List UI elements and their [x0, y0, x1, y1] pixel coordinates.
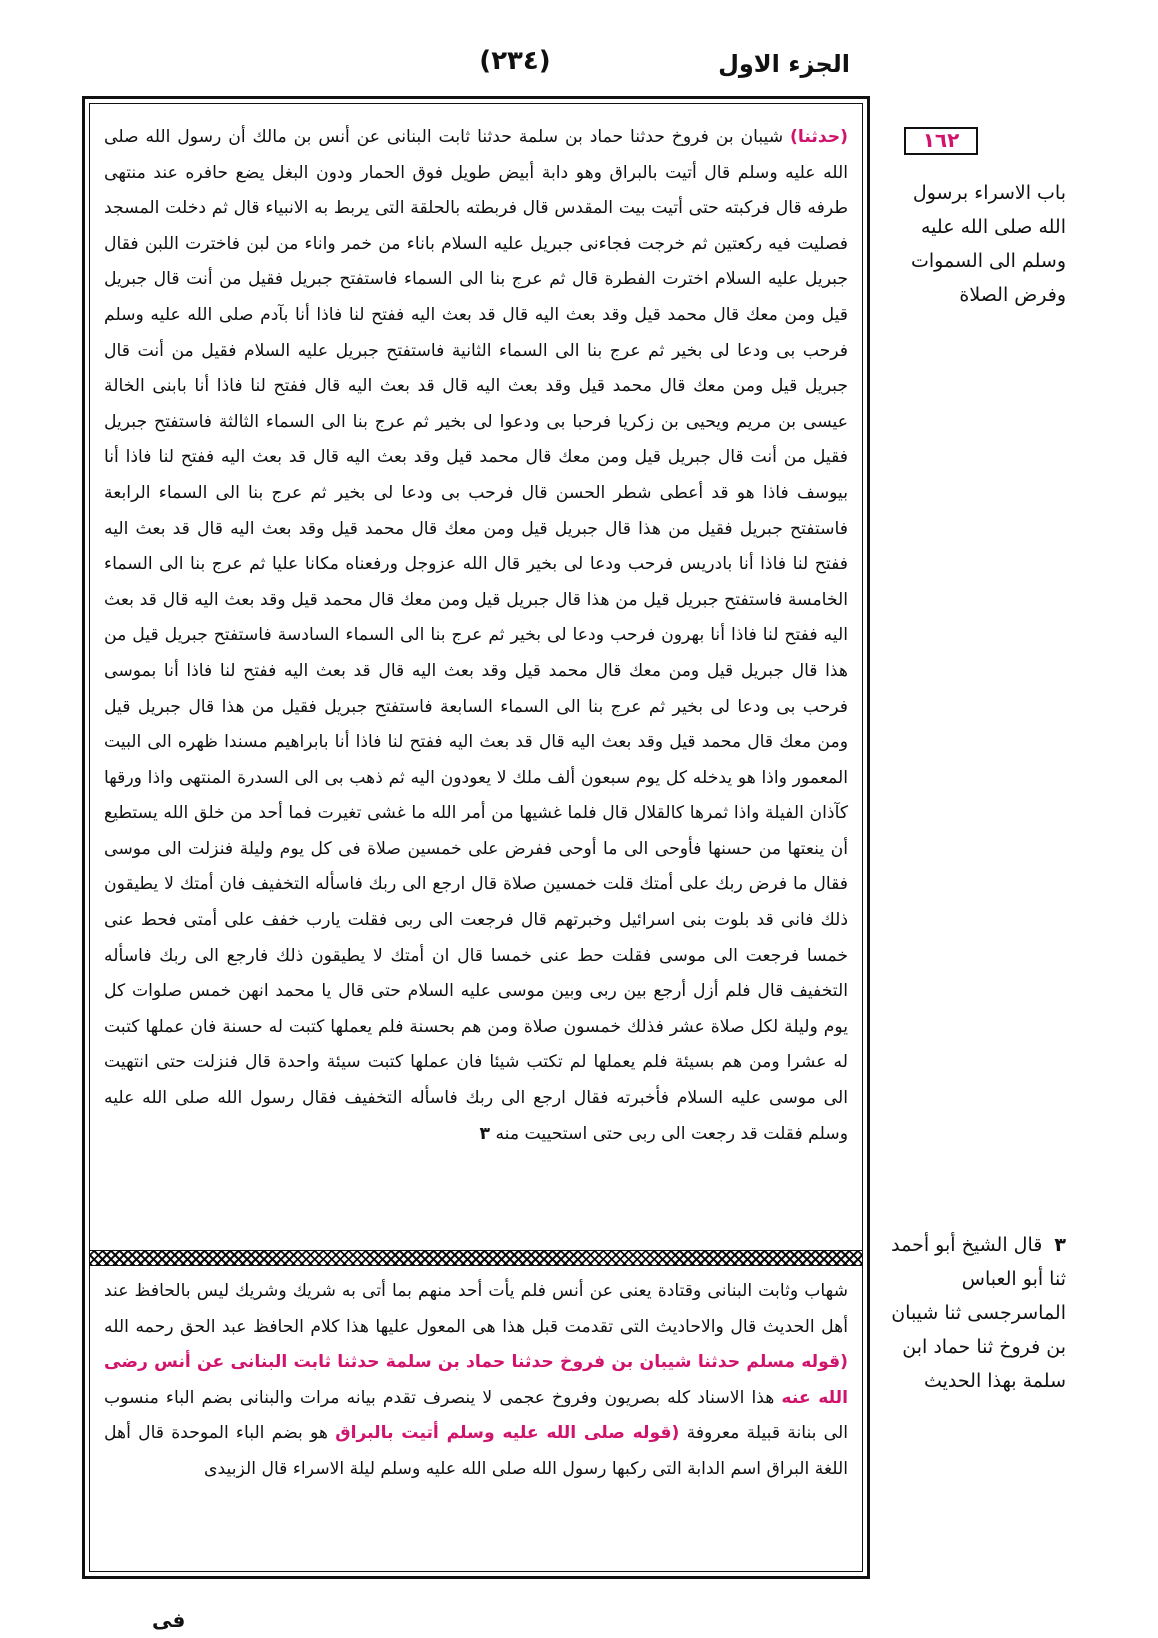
- margin-note: [880, 1228, 1066, 1398]
- ornamental-divider: [90, 1250, 862, 1266]
- margin-note-text: قال الشيخ أبو أحمد ثنا أبو العباس الماسرجسى ثنا شيبان بن فروخ ثنا حماد ابن سلمة بهذا الحديث: [891, 1234, 1066, 1392]
- hadith-end-marker: ٣: [479, 1123, 490, 1144]
- commentary-quote-2: (قوله صلى الله عليه وسلم أتيت بالبراق: [335, 1423, 680, 1444]
- commentary-part-3: هو بضم الباء الموحدة قال أهل اللغة البراق اسم الدابة التى ركبها رسول الله صلى الله عليه وسلم ليلة الاسراء قال الزبيدى: [104, 1423, 848, 1479]
- hadith-lead: (حدثنا): [790, 127, 848, 147]
- commentary-part-1: شهاب وثابت البنانى وقتادة يعنى عن أنس فلم يأت أحد منهم بما أتى به شريك وشريك ليس بالحافظ عند أهل الحديث قال والاحاديث التى تقدمت قبل هذا هى المعول عليها هذا كلام الحافظ عبد الحق رحمه الله: [104, 1281, 848, 1337]
- volume-heading: الجزء الاول: [718, 50, 850, 78]
- commentary-part-2: هذا الاسناد كله بصريون وفروخ عجمى لا ينصرف تقدم بيانه مرات والبنانى بضم الباء منسوب الى بنانة قبيلة معروفة: [104, 1387, 849, 1444]
- hadith-body: شيبان بن فروخ حدثنا حماد بن سلمة حدثنا ثابت البنانى عن أنس بن مالك أن رسول الله صلى الله عليه وسلم قال أتيت بالبراق وهو دابة أبيض طويل فوق الحمار ودون البغل يضع حافره عند منتهى طرفه قال فركبته حتى أتيت بيت المقدس قال فربطته بالحلقة التى يربط به الانبياء قال ثم دخلت المسجد فصليت فيه ركعتين ثم خرجت فجاءنى جبريل عليه السلام باناء من خمر واناء من لبن فاخترت اللبن فقال جبريل عليه السلام اخترت الفطرة قال ثم عرج بنا الى السماء فاستفتح جبريل فقيل من أنت قال جبريل قيل ومن معك قال محمد قيل وقد بعث اليه قال قد بعث اليه ففتح لنا فاذا أنا بآدم صلى الله عليه وسلم فرحب بى ودعا لى بخير ثم عرج بنا الى السماء الثانية فاستفتح جبريل عليه السلام فقيل من أنت قال جبريل قيل ومن معك قال محمد قيل وقد بعث اليه قال قد بعث اليه قال ففتح لنا فاذا أنا بابنى الخالة عيسى بن مريم ويحيى بن زكريا فرحبا بى ودعوا لى بخير ثم عرج بنا الى السماء الثالثة فاستفتح جبريل فقيل من أنت قال جبريل قيل ومن معك قال محمد قيل وقد بعث اليه قال قد بعث اليه ففتح لنا فاذا أنا بيوسف فاذا هو قد أعطى شطر الحسن قال فرحب بى ودعا لى بخير ثم عرج بنا الى السماء الرابعة فاستفتح جبريل فقيل من هذا قال جبريل قيل ومن معك قال محمد قيل وقد بعث اليه قال قد بعث اليه ففتح لنا فاذا أنا بادريس فرحب ودعا لى بخير قال الله عزوجل ورفعناه مكانا عليا ثم عرج بنا الى السماء الخامسة فاستفتح جبريل قيل من هذا قال جبريل قيل ومن معك قال محمد قيل وقد بعث اليه قال قد بعث اليه ففتح لنا فاذا أنا بهرون فرحب ودعا لى بخير ثم عرج بنا الى السماء السادسة فاستفتح جبريل قيل من هذا قال جبريل قيل ومن معك قال محمد قيل وقد بعث اليه قال قد بعث اليه ففتح لنا فاذا أنا بموسى فرحب بى ودعا لى بخير ثم عرج بنا الى السماء السابعة فاستفتح جبريل فقيل من هذا قال جبريل قيل ومن معك قال محمد قيل وقد بعث اليه قال قد بعث اليه ففتح لنا فاذا أنا بابراهيم مسندا ظهره الى البيت المعمور واذا هو يدخله كل يوم سبعون ألف ملك لا يعودون اليه ثم ذهب بى الى السدرة المنتهى واذا ورقها كآذان الفيلة واذا ثمرها كالقلال قال فلما غشيها من أمر الله ما غشى تغيرت فما أحد من خلق الله يستطيع أن ينعتها من حسنها فأوحى الى ما أوحى ففرض على خمسين صلاة فى كل يوم وليلة فنزلت الى موسى فقال ما فرض ربك على أمتك قلت خمسين صلاة قال ارجع الى ربك فاسأله التخفيف فان أمتك لا يطيقون ذلك فانى قد بلوت بنى اسرائيل وخبرتهم قال فرجعت الى ربى فقلت يارب خفف على أمتى فحط عنى خمسا فرجعت الى موسى فقلت حط عنى خمسا قال ان أمتك لا يطيقون ذلك فارجع الى ربك فاسأله التخفيف قال فلم أزل أرجع بين ربى وبين موسى عليه السلام حتى قال يا محمد انهن خمس صلوات كل يوم وليلة لكل صلاة عشر فذلك خمسون صلاة ومن هم بحسنة فلم يعملها كتبت له حسنة فان عملها كتبت له عشرا ومن هم بسيئة فلم يعملها لم تكتب شيئا فان عملها كتبت سيئة واحدة قال فنزلت حتى انتهيت الى موسى عليه السلام فأخبرته فقال ارجع الى ربك فاسأله التخفيف فقال رسول الله صلى الله عليه وسلم فقلت قد رجعت الى ربى حتى استحييت منه: [104, 127, 848, 1144]
- text-frame-inner: [89, 103, 863, 1572]
- hadith-number-box: ١٦٢: [904, 127, 978, 155]
- text-frame: [82, 96, 870, 1579]
- margin-note-marker: ٣: [1054, 1234, 1066, 1256]
- commentary-quote-1: (قوله مسلم حدثنا شيبان بن فروخ حدثنا حماد بن سلمة حدثنا ثابت البنانى عن أنس رضى الله عنه: [104, 1352, 849, 1408]
- chapter-title: باب الاسراء برسول الله صلى الله عليه وسلم الى السموات وفرض الصلاة: [911, 182, 1066, 306]
- page-number: (٢٣٤): [479, 46, 551, 76]
- catchword: فى: [152, 1608, 186, 1632]
- hadith-text: [104, 120, 848, 1240]
- commentary-text: [104, 1274, 848, 1488]
